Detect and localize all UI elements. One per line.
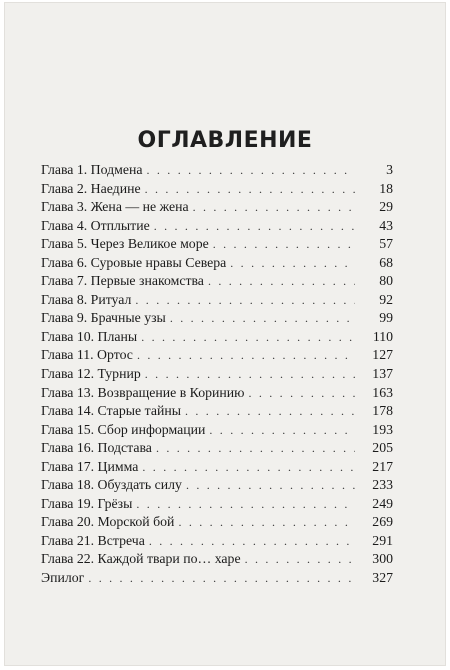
toc-entry: [41, 514, 393, 533]
toc-entry: [41, 162, 393, 181]
toc-entry-page-number: 68: [379, 254, 393, 270]
toc-entry: [41, 551, 393, 570]
toc-entry-page-number: 205: [372, 440, 393, 456]
toc-entry: [41, 181, 393, 200]
toc-entry: [41, 199, 393, 218]
toc-entry-label: Глава 11. Ортос: [41, 347, 133, 363]
toc-entry-label: Глава 5. Через Великое море: [41, 236, 209, 252]
dot-leader: [88, 571, 355, 586]
toc-entry: [41, 366, 393, 385]
toc-entry-label: Глава 13. Возвращение в Коринию: [41, 384, 245, 400]
toc-entry-page-number: 99: [379, 310, 393, 326]
toc-entry: [41, 459, 393, 478]
toc-entry: [41, 273, 393, 292]
toc-entry: [41, 477, 393, 496]
toc-entry-page-number: 233: [372, 477, 393, 493]
dot-leader: [142, 460, 355, 475]
toc-entry-page-number: 217: [372, 458, 393, 474]
toc-entry-label: Глава 16. Подстава: [41, 440, 152, 456]
toc-entry-label: Глава 22. Каждой твари по… харе: [41, 551, 241, 567]
toc-entry: [41, 403, 393, 422]
dot-leader: [248, 386, 355, 401]
dot-leader: [135, 293, 355, 308]
dot-leader: [230, 256, 355, 271]
dot-leader: [193, 200, 355, 215]
toc-entry-page-number: 80: [379, 273, 393, 289]
dot-leader: [156, 441, 355, 456]
dot-leader: [209, 423, 355, 438]
dot-leader: [137, 348, 355, 363]
dot-leader: [141, 330, 355, 345]
toc-entry-label: Глава 8. Ритуал: [41, 291, 132, 307]
toc-entry: [41, 347, 393, 366]
dot-leader: [136, 497, 355, 512]
toc-entry-label: Глава 1. Подмена: [41, 162, 143, 177]
toc-entry-page-number: 127: [372, 347, 393, 363]
toc-entry-page-number: 137: [372, 366, 393, 382]
dot-leader: [245, 552, 355, 567]
toc-entry-page-number: 327: [372, 570, 393, 586]
toc-entry: [41, 422, 393, 441]
dot-leader: [170, 311, 355, 326]
toc-entry: [41, 292, 393, 311]
toc-entry-page-number: 193: [372, 421, 393, 437]
toc-entry-label: Глава 20. Морской бой: [41, 514, 175, 530]
dot-leader: [186, 478, 355, 493]
toc-entry-label: Глава 21. Встреча: [41, 532, 145, 548]
toc-entry-label: Глава 6. Суровые нравы Севера: [41, 254, 227, 270]
dot-leader: [208, 274, 355, 289]
toc-entry-label: Глава 17. Цимма: [41, 458, 139, 474]
toc-entry-label: Глава 7. Первые знакомства: [41, 273, 204, 289]
toc-entry-page-number: 291: [372, 532, 393, 548]
toc-entry-label: Глава 19. Грёзы: [41, 495, 133, 511]
toc-entry-label: Глава 15. Сбор информации: [41, 421, 206, 437]
toc-entry-page-number: 3: [386, 162, 393, 177]
toc-entry: [41, 329, 393, 348]
dot-leader: [154, 219, 355, 234]
toc-entry-label: Глава 12. Турнир: [41, 366, 141, 382]
toc-entry: [41, 533, 393, 552]
toc-entry-label: Глава 14. Старые тайны: [41, 403, 181, 419]
toc-entry-label: Глава 3. Жена — не жена: [41, 199, 189, 215]
toc-entry-label: Глава 18. Обуздать силу: [41, 477, 182, 493]
toc-entry-label: Глава 4. Отплытие: [41, 217, 150, 233]
toc-entry-page-number: 43: [379, 217, 393, 233]
toc-entry-label: Эпилог: [41, 570, 85, 586]
toc-entry: [41, 570, 393, 589]
toc-entry: [41, 255, 393, 274]
toc-entry-page-number: 110: [372, 328, 393, 344]
dot-leader: [147, 163, 356, 178]
dot-leader: [145, 182, 355, 197]
toc-entry-page-number: 178: [372, 403, 393, 419]
dot-leader: [178, 515, 355, 530]
toc-entry: [41, 218, 393, 237]
toc-entry: [41, 310, 393, 329]
toc-entry-label: Глава 9. Брачные узы: [41, 310, 166, 326]
toc-entry: [41, 440, 393, 459]
dot-leader: [185, 404, 355, 419]
table-of-contents: [41, 162, 393, 589]
toc-entry-label: Глава 2. Наедине: [41, 180, 141, 196]
toc-entry-page-number: 18: [379, 180, 393, 196]
toc-entry-label: Глава 10. Планы: [41, 328, 138, 344]
page-title: ОГЛАВЛЕНИЕ: [137, 128, 313, 153]
dot-leader: [213, 237, 355, 252]
dot-leader: [145, 367, 355, 382]
toc-entry: [41, 385, 393, 404]
toc-entry-page-number: 92: [379, 291, 393, 307]
toc-entry-page-number: 29: [379, 199, 393, 215]
toc-entry-page-number: 249: [372, 495, 393, 511]
toc-entry: [41, 236, 393, 255]
book-page: [4, 2, 446, 666]
toc-entry: [41, 496, 393, 515]
toc-entry-page-number: 57: [379, 236, 393, 252]
toc-entry-page-number: 163: [372, 384, 393, 400]
dot-leader: [149, 534, 355, 549]
toc-entry-page-number: 300: [372, 551, 393, 567]
toc-entry-page-number: 269: [372, 514, 393, 530]
